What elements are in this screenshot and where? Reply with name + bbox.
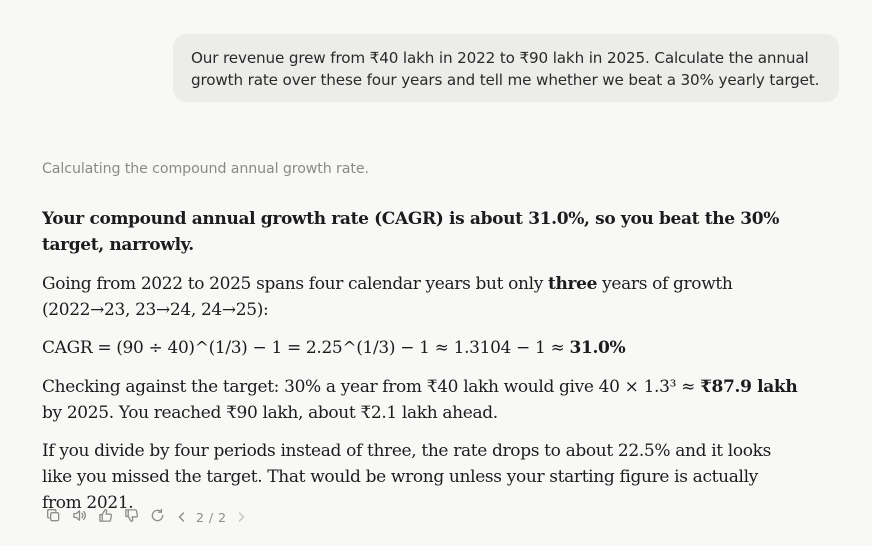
response-paragraph (42, 271, 802, 323)
assistant-response (42, 206, 802, 516)
bold-text: three (548, 274, 598, 294)
previous-response-button[interactable] (172, 506, 192, 528)
chevron-right-icon (235, 508, 247, 527)
thumbs-up-icon (98, 508, 113, 527)
text-span: Going from 2022 to 2025 spans four calendar years but only (42, 274, 549, 294)
user-message-bubble (173, 34, 839, 102)
speaker-icon (72, 508, 87, 527)
cagr-formula (42, 335, 802, 361)
pager-count: 2 / 2 (196, 509, 227, 525)
text-span: Checking against the target: 30% a year from ₹40 lakh would give 40 × 1.3³ ≈ (42, 377, 701, 397)
response-pager (172, 506, 251, 528)
response-paragraph: If you divide by four periods instead of three, the rate drops to about 22.5% and it looks like you missed the target. That would be wrong unless your starting figure is actually from 2021. (42, 441, 771, 513)
thinking-status[interactable]: Calculating the compound annual growth rate. (42, 161, 369, 177)
message-actions-bar (40, 506, 251, 528)
thumbs-up-button[interactable] (92, 506, 118, 528)
thumbs-down-button[interactable] (118, 506, 144, 528)
response-paragraph (42, 374, 802, 426)
retry-icon (150, 508, 165, 527)
bold-text: 31.0% (569, 338, 626, 358)
text-span: years of growth (2022→23, 23→24, 24→25): (42, 274, 733, 320)
response-lead: Your compound annual growth rate (CAGR) is about 31.0%, so you beat the 30% target, narrowly. (42, 209, 780, 255)
read-aloud-button[interactable] (66, 506, 92, 528)
bold-text: ₹87.9 lakh (700, 377, 798, 397)
user-message-line: growth rate over these four years and tell me whether we beat a 30% yearly target. (191, 71, 820, 89)
retry-button[interactable] (144, 506, 170, 528)
next-response-button[interactable] (231, 506, 251, 528)
text-span: by 2025. You reached ₹90 lakh, about ₹2.1 lakh ahead. (42, 403, 498, 423)
text-span: CAGR = (90 ÷ 40)^(1/3) − 1 = 2.25^(1/3) − 1 ≈ 1.3104 − 1 ≈ (42, 338, 570, 358)
copy-button[interactable] (40, 506, 66, 528)
thumbs-down-icon (124, 508, 139, 527)
chevron-left-icon (176, 508, 188, 527)
copy-icon (46, 508, 61, 527)
user-message-line: Our revenue grew from ₹40 lakh in 2022 to ₹90 lakh in 2025. Calculate the annual (191, 49, 809, 67)
